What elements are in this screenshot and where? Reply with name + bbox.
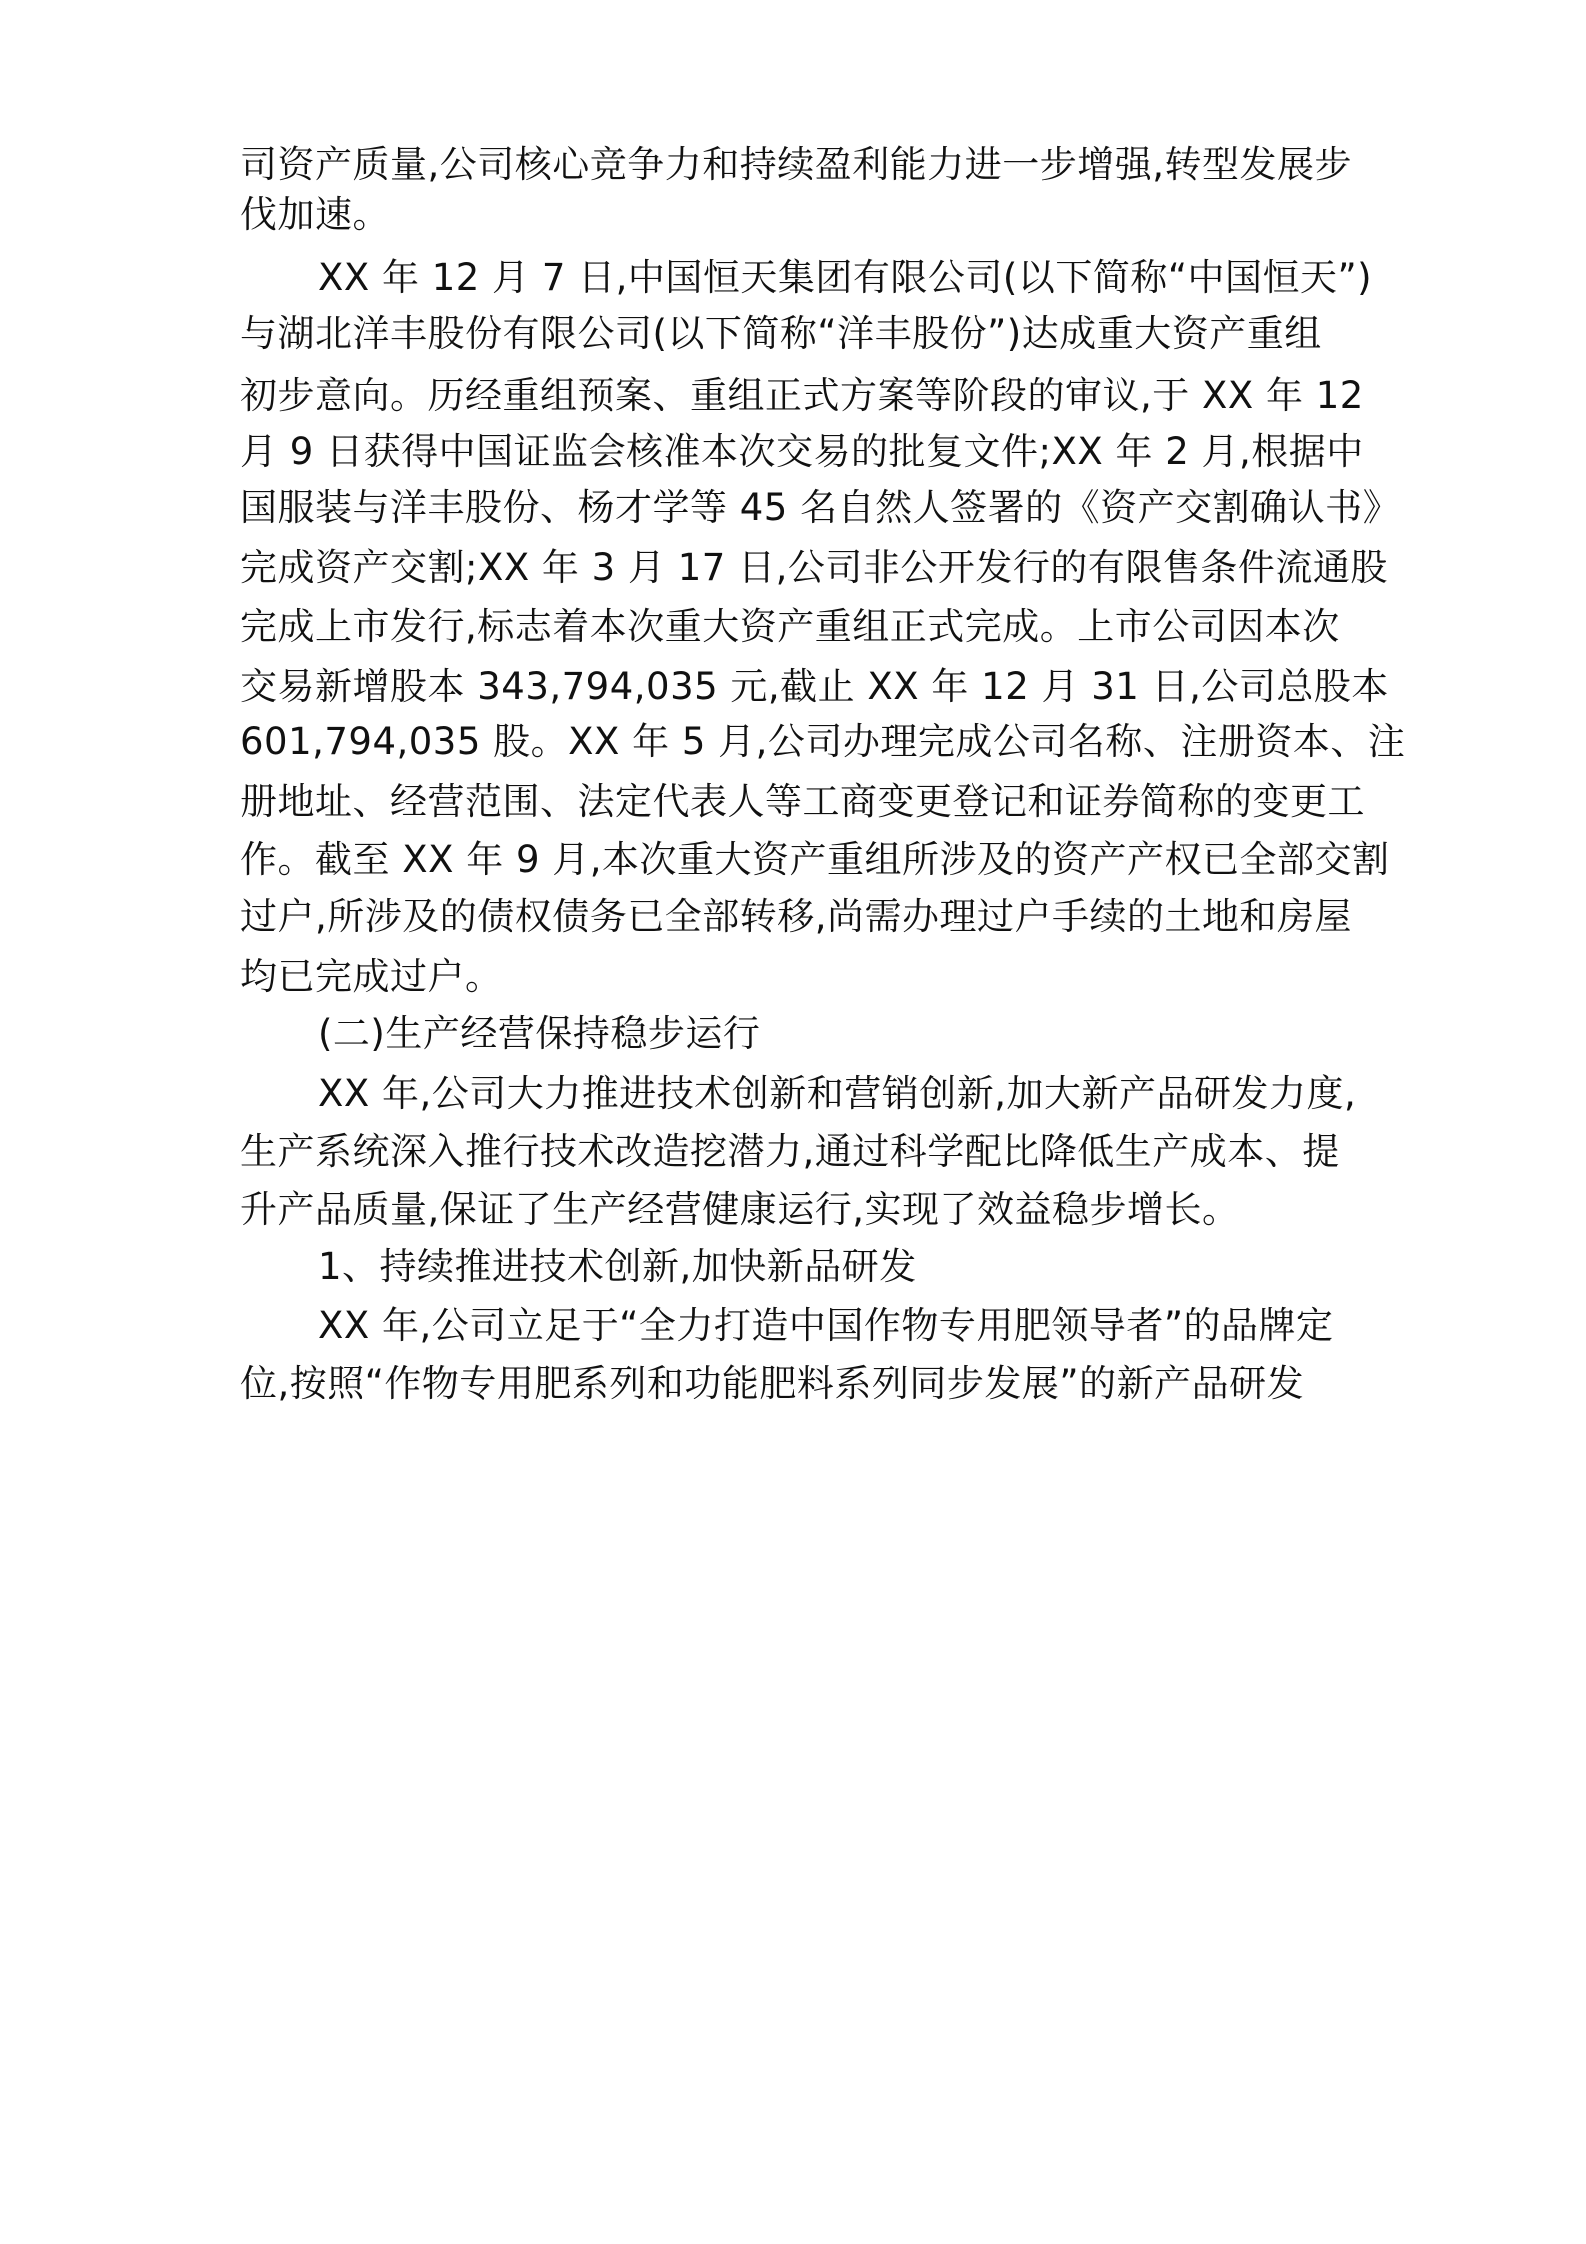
paragraph-line: 601,794,035 股。XX 年 5 月,公司办理完成公司名称、注册资本、注	[240, 720, 1406, 763]
paragraph-line: 过户,所涉及的债权债务已全部转移,尚需办理过户手续的土地和房屋	[240, 895, 1353, 938]
section-heading: (二)生产经营保持稳步运行	[318, 1012, 761, 1055]
paragraph-line: 完成上市发行,标志着本次重大资产重组正式完成。上市公司因本次	[240, 605, 1340, 648]
paragraph-line: 国服装与洋丰股份、杨才学等 45 名自然人签署的《资产交割确认书》	[240, 486, 1401, 529]
paragraph-line: 升产品质量,保证了生产经营健康运行,实现了效益稳步增长。	[240, 1188, 1240, 1231]
paragraph-line: 伐加速。	[240, 193, 390, 236]
paragraph-line: 生产系统深入推行技术改造挖潜力,通过科学配比降低生产成本、提	[240, 1130, 1340, 1173]
paragraph-line: 初步意向。历经重组预案、重组正式方案等阶段的审议,于 XX 年 12	[240, 374, 1364, 417]
paragraph-line: 与湖北洋丰股份有限公司(以下简称“洋丰股份”)达成重大资产重组	[240, 312, 1322, 355]
paragraph-line: XX 年 12 月 7 日,中国恒天集团有限公司(以下简称“中国恒天”)	[318, 256, 1373, 299]
subsection-heading: 1、持续推进技术创新,加快新品研发	[318, 1245, 917, 1288]
paragraph-line: 交易新增股本 343,794,035 元,截止 XX 年 12 月 31 日,公司总股本	[240, 665, 1389, 708]
paragraph-line: 位,按照“作物专用肥系列和功能肥料系列同步发展”的新产品研发	[240, 1362, 1305, 1405]
paragraph-line: XX 年,公司大力推进技术创新和营销创新,加大新产品研发力度,	[318, 1072, 1357, 1115]
paragraph-line: 完成资产交割;XX 年 3 月 17 日,公司非公开发行的有限售条件流通股	[240, 546, 1388, 589]
paragraph-line: 作。截至 XX 年 9 月,本次重大资产重组所涉及的资产产权已全部交割	[240, 838, 1390, 881]
paragraph-line: 月 9 日获得中国证监会核准本次交易的批复文件;XX 年 2 月,根据中	[240, 430, 1364, 473]
paragraph-line: 册地址、经营范围、法定代表人等工商变更登记和证券简称的变更工	[240, 780, 1365, 823]
paragraph-line: 司资产质量,公司核心竞争力和持续盈利能力进一步增强,转型发展步	[240, 143, 1353, 186]
paragraph-line: XX 年,公司立足于“全力打造中国作物专用肥领导者”的品牌定	[318, 1304, 1334, 1347]
paragraph-line: 均已完成过户。	[240, 955, 503, 998]
